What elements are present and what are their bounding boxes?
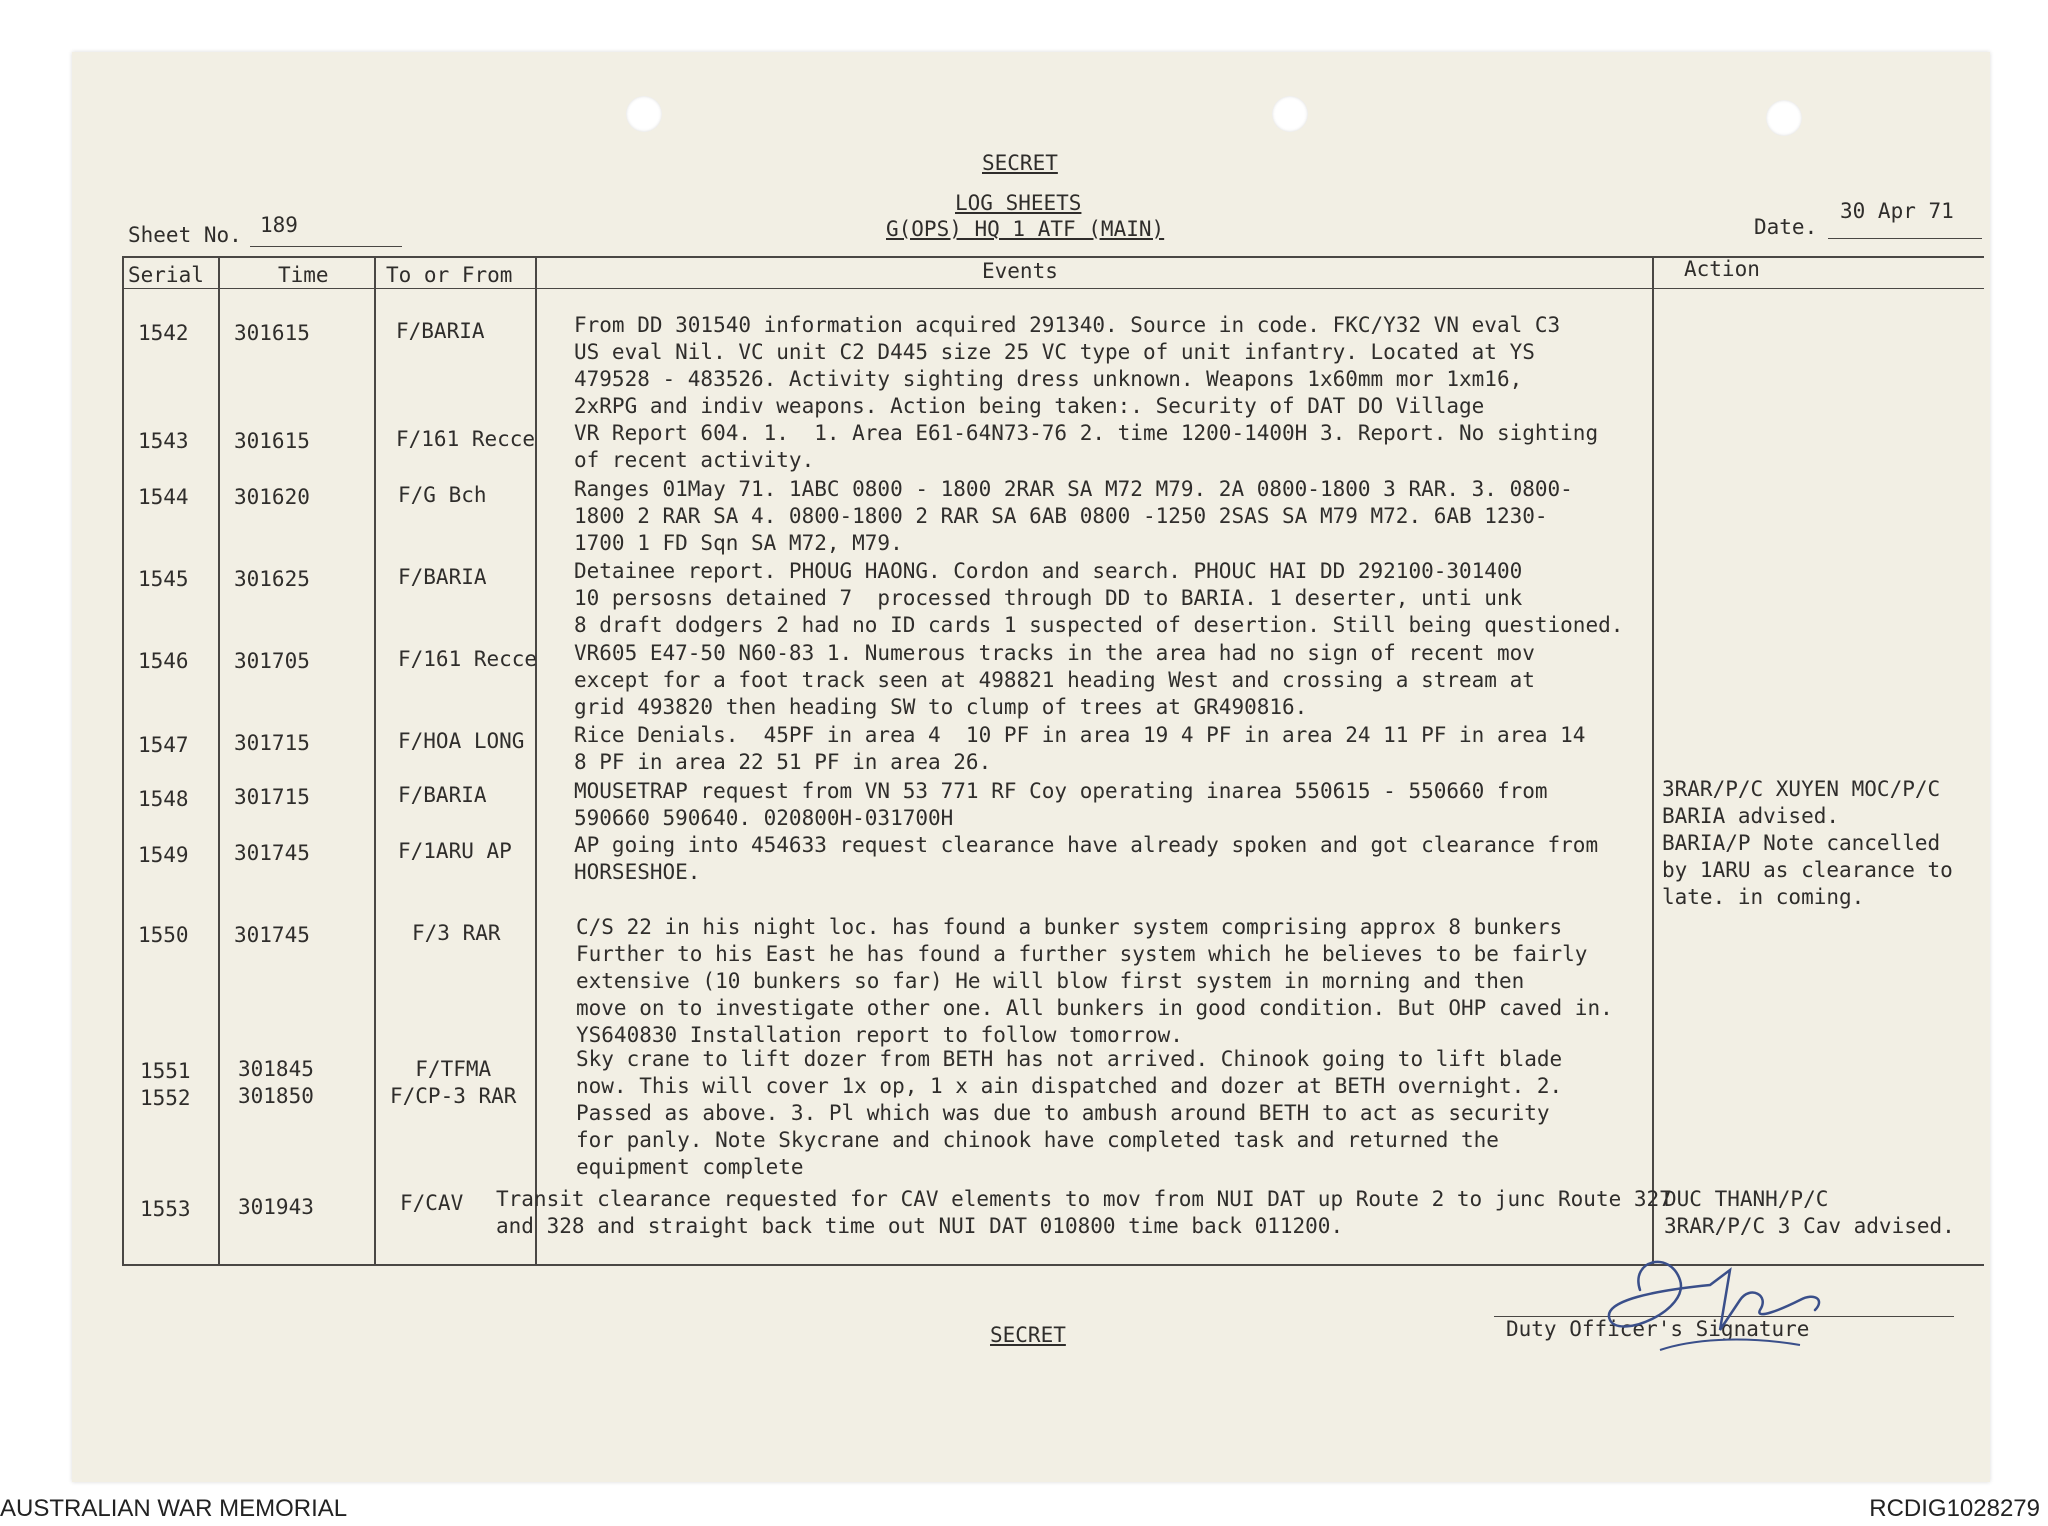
from-cell: F/1ARU AP [398, 839, 512, 863]
column-header-events: Events [982, 259, 1058, 283]
serial-cell: 1548 [138, 787, 189, 811]
time-cell: 301705 [234, 649, 310, 673]
serial-cell: 1550 [138, 923, 189, 947]
serial-cell: 1551 1552 [140, 1059, 191, 1110]
time-cell: 301745 [234, 841, 310, 865]
serial-cell: 1547 [138, 733, 189, 757]
sheet-title: LOG SHEETS [955, 191, 1082, 215]
from-cell: F/BARIA [398, 783, 487, 807]
events-cell: Ranges 01May 71. 1ABC 0800 - 1800 2RAR SA M72 M79. 2A 0800-1800 3 RAR. 3. 0800- 1800 2 RAR SA 4. 0800-1800 2 RAR SA 6AB 0800 -1250 2SAS SA M79 M72. 6AB 1230- 1700 1 FD Sqn SA M72, M79. [574, 477, 1573, 555]
classification-bottom: SECRET [990, 1323, 1066, 1347]
sheet-subtitle: G(OPS) HQ 1 ATF (MAIN) [886, 217, 1165, 241]
duty-officer-signature [1600, 1240, 1840, 1370]
from-cell: F/BARIA [396, 319, 485, 343]
punch-hole [626, 96, 662, 132]
from-cell: F/G Bch [398, 483, 487, 507]
archive-id: RCDIG1028279 [1869, 1495, 2040, 1522]
punch-hole [1272, 96, 1308, 132]
archive-source: AUSTRALIAN WAR MEMORIAL [0, 1495, 348, 1522]
events-cell: Detainee report. PHOUG HAONG. Cordon and search. PHOUC HAI DD 292100-301400 10 persosns detained 7 processed through DD to BARIA. 1 deserter, unti unk 8 draft dodgers 2 had no ID cards 1 suspected of desertion. Still being questioned. [574, 559, 1624, 637]
time-cell: 301625 [234, 567, 310, 591]
from-cell: F/161 Recce [396, 427, 536, 451]
duty-officer-signature-label: Duty Officer's Signature [1506, 1317, 1810, 1341]
serial-cell: 1553 [140, 1197, 191, 1221]
column-header-time: Time [278, 263, 329, 287]
serial-cell: 1546 [138, 649, 189, 673]
serial-cell: 1545 [138, 567, 189, 591]
column-header-action: Action [1684, 257, 1760, 281]
time-cell: 301845 301850 [238, 1057, 314, 1108]
time-cell: 301615 [234, 429, 310, 453]
serial-cell: 1544 [138, 485, 189, 509]
events-cell: Sky crane to lift dozer from BETH has not arrived. Chinook going to lift blade now. This will cover 1x op, 1 x ain dispatched and dozer at BETH overnight. 2. Passed as above. 3. Pl which was due to ambush around BETH to act as security for panly. Note Skycrane and chinook have completed task and returned the equipment complete [576, 1047, 1563, 1179]
from-cell: F/BARIA [398, 565, 487, 589]
sheet-number: 189 [260, 213, 298, 237]
time-cell: 301620 [234, 485, 310, 509]
events-cell: AP going into 454633 request clearance have already spoken and got clearance from HORSESHOE. [574, 833, 1599, 884]
from-cell: F/3 RAR [412, 921, 501, 945]
time-cell: 301943 [238, 1195, 314, 1219]
events-cell: VR Report 604. 1. 1. Area E61-64N73-76 2. time 1200-1400H 3. Report. No sighting of recent activity. [574, 421, 1599, 472]
events-cell: Transit clearance requested for CAV elements to mov from NUI DAT up Route 2 to junc Route 327 and 328 and straight back time out NUI DAT 010800 time back 011200. [496, 1187, 1672, 1238]
time-cell: 301715 [234, 731, 310, 755]
from-cell: F/161 Recce [398, 647, 538, 671]
events-cell: C/S 22 in his night loc. has found a bunker system comprising approx 8 bunkers Further to his East he has found a further system which he believes to be fairly extensive (10 bunkers so far) He will blow first system in morning and then move on to investigate other one. All bunkers in good condition. But OHP caved in. YS640830 Installation report to follow tomorrow. [576, 915, 1613, 1047]
time-cell: 301715 [234, 785, 310, 809]
action-cell: DUC THANH/P/C 3RAR/P/C 3 Cav advised. [1664, 1187, 1955, 1238]
serial-cell: 1542 [138, 321, 189, 345]
serial-cell: 1549 [138, 843, 189, 867]
events-cell: MOUSETRAP request from VN 53 771 RF Coy operating inarea 550615 - 550660 from 590660 590640. 020800H-031700H [574, 779, 1548, 830]
time-cell: 301615 [234, 321, 310, 345]
date-value: 30 Apr 71 [1840, 199, 1954, 223]
events-cell: Rice Denials. 45PF in area 4 10 PF in area 19 4 PF in area 24 11 PF in area 14 8 PF in area 22 51 PF in area 26. [574, 723, 1586, 774]
punch-hole [1766, 100, 1802, 136]
action-cell: BARIA/P Note cancelled by 1ARU as clearance to late. in coming. [1662, 831, 1953, 909]
classification-top: SECRET [982, 151, 1058, 175]
from-cell: F/HOA LONG [398, 729, 525, 753]
column-header-to-from: To or From [386, 263, 513, 287]
column-header-serial: Serial [128, 263, 204, 287]
action-cell: 3RAR/P/C XUYEN MOC/P/C BARIA advised. [1662, 777, 1941, 828]
serial-cell: 1543 [138, 429, 189, 453]
events-cell: From DD 301540 information acquired 291340. Source in code. FKC/Y32 VN eval C3 US eval Nil. VC unit C2 D445 size 25 VC type of unit infantry. Located at YS 479528 - 483526. Activity sighting dress unknown. Weapons 1x60mm mor 1xm16, 2xRPG and indiv weapons. Action being taken:. Security of DAT DO Village [574, 313, 1561, 418]
from-cell: F/TFMA F/CP-3 RAR [390, 1057, 517, 1108]
sheet-number-label: Sheet No. [128, 223, 242, 247]
from-cell: F/CAV [400, 1191, 464, 1215]
time-cell: 301745 [234, 923, 310, 947]
events-cell: VR605 E47-50 N60-83 1. Numerous tracks in the area had no sign of recent mov except for a foot track seen at 498821 heading West and crossing a stream at grid 493820 then heading SW to clump of trees at GR490816. [574, 641, 1535, 719]
date-label: Date. [1754, 215, 1818, 239]
